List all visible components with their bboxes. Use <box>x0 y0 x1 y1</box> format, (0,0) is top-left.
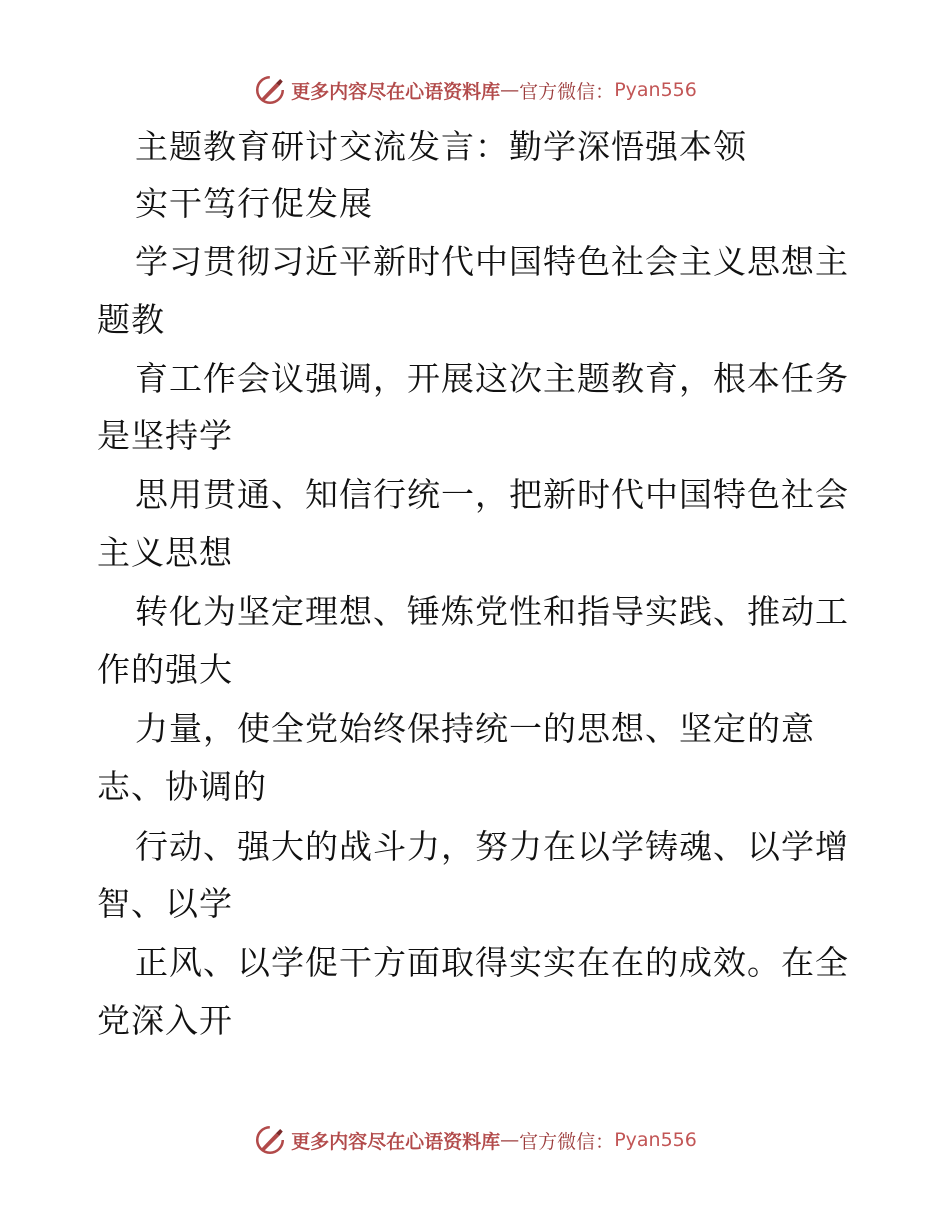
footer-watermark <box>0 1120 950 1160</box>
footer-dash: — <box>500 1129 520 1151</box>
brush-pen-logo-icon <box>253 73 287 107</box>
paragraph-line: 智、以学 <box>97 884 233 923</box>
paragraph-line: 主义思想 <box>97 533 233 572</box>
header-dash: — <box>500 79 520 101</box>
paragraph-line: 行动、强大的战斗力，努力在以学铸魂、以学增 <box>135 827 849 866</box>
header-brand-sub: 官方微信： <box>519 80 615 103</box>
header-watermark <box>0 70 950 110</box>
paragraph-line: 育工作会议强调，开展这次主题教育，根本任务 <box>135 359 849 398</box>
paragraph-line: 是坚持学 <box>97 416 233 455</box>
paragraph-line: 志、协调的 <box>97 767 267 806</box>
footer-brand-sub: 官方微信： <box>519 1130 615 1153</box>
brush-pen-logo-icon <box>253 1123 287 1157</box>
paragraph-line: 学习贯彻习近平新时代中国特色社会主义思想主 <box>135 242 849 281</box>
paragraph-line: 党深入开 <box>97 1001 233 1040</box>
footer-brand-main: 更多内容尽在心语资料库 <box>291 1130 501 1153</box>
paragraph-line: 题教 <box>97 300 165 339</box>
paragraph-line: 思用贯通、知信行统一，把新时代中国特色社会 <box>135 475 849 514</box>
paragraph-line: 正风、以学促干方面取得实实在在的成效。在全 <box>135 943 849 982</box>
document-title-line-2: 实干笃行促发展 <box>135 184 373 223</box>
paragraph-line: 转化为坚定理想、锤炼党性和指导实践、推动工 <box>135 592 849 631</box>
document-title-line-1: 主题教育研讨交流发言：勤学深悟强本领 <box>135 127 747 166</box>
footer-brand-id: Pyan556 <box>614 1129 697 1151</box>
paragraph-line: 力量，使全党始终保持统一的思想、坚定的意 <box>135 709 815 748</box>
header-brand-main: 更多内容尽在心语资料库 <box>291 80 501 103</box>
header-brand-id: Pyan556 <box>614 79 697 101</box>
paragraph-line: 作的强大 <box>97 650 233 689</box>
